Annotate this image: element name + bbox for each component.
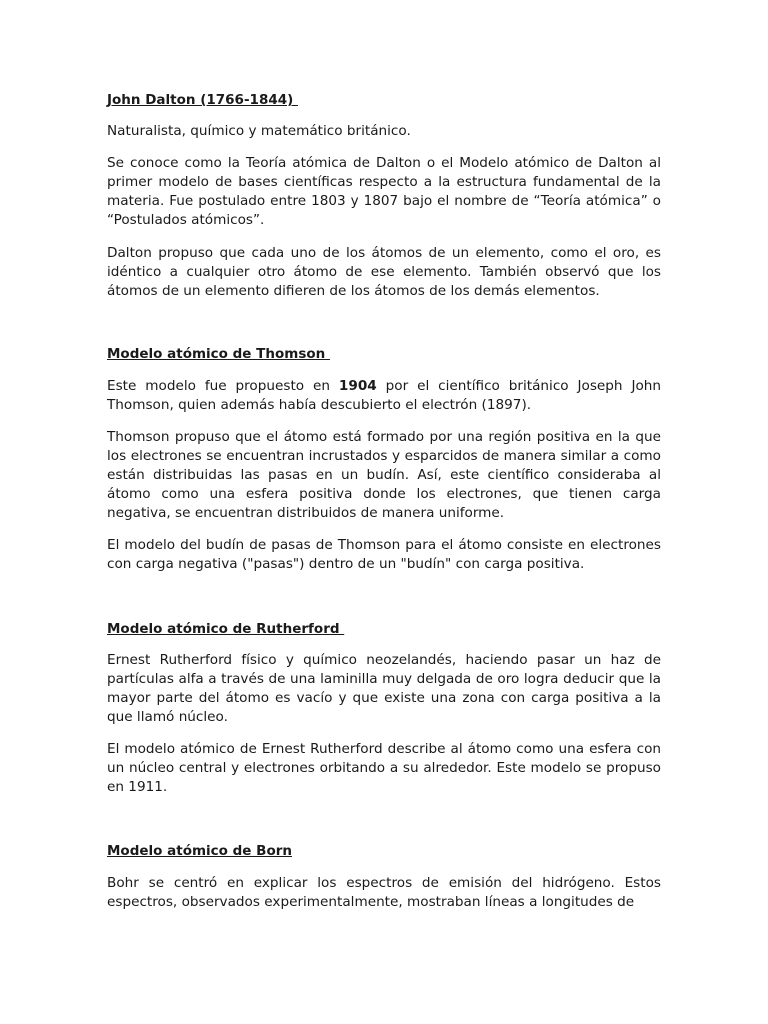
section-heading-born: Modelo atómico de Born	[107, 843, 292, 859]
section-heading-rutherford: Modelo atómico de Rutherford	[107, 621, 345, 637]
paragraph: Dalton propuso que cada uno de los átomos de un elemento, como el oro, es idéntico a cualquier otro átomo de ese elemento. También observó que los átomos de un elemento difieren de los átomos de los demás elementos.	[107, 245, 661, 299]
paragraph-text: por el científico británico Joseph John Thomson, quien además había descubierto el electrón (1897).	[107, 378, 662, 413]
paragraph-text: Este modelo fue propuesto en	[107, 378, 339, 394]
year-bold: 1904	[338, 378, 377, 394]
paragraph: Thomson propuso que el átomo está formado por una región positiva en la que los electrones se encuentran incrustados y esparcidos de manera similar a como están distribuidas las pasas en un budín. Así, este científico consideraba al átomo como una esfera positiva donde los electrones, que tienen carga negativa, se encuentran distribuidos de manera uniforme.	[107, 429, 661, 521]
section-heading-dalton: John Dalton (1766-1844)	[107, 92, 298, 108]
paragraph: Se conoce como la Teoría atómica de Dalton o el Modelo atómico de Dalton al primer modelo de bases científicas respecto a la estructura fundamental de la materia. Fue postulado entre 1803 y 1807 bajo el nombre de “Teoría atómica” o “Postulados atómicos”.	[107, 155, 661, 228]
section-heading-thomson: Modelo atómico de Thomson	[107, 346, 330, 362]
paragraph: Bohr se centró en explicar los espectros de emisión del hidrógeno. Estos espectros, observados experimentalmente, mostraban líneas a longitudes de	[107, 875, 661, 910]
paragraph	[107, 377, 661, 415]
paragraph: Naturalista, químico y matemático británico.	[107, 123, 411, 139]
paragraph: El modelo atómico de Ernest Rutherford describe al átomo como una esfera con un núcleo central y electrones orbitando a su alrededor. Este modelo se propuso en 1911.	[107, 741, 661, 795]
paragraph: El modelo del budín de pasas de Thomson para el átomo consiste en electrones con carga negativa ("pasas") dentro de un "budín" con carga positiva.	[107, 537, 661, 572]
paragraph: Ernest Rutherford físico y químico neozelandés, haciendo pasar un haz de partículas alfa a través de una laminilla muy delgada de oro logra deducir que la mayor parte del átomo es vacío y que existe una zona con carga positiva a la que llamó núcleo.	[107, 652, 661, 725]
